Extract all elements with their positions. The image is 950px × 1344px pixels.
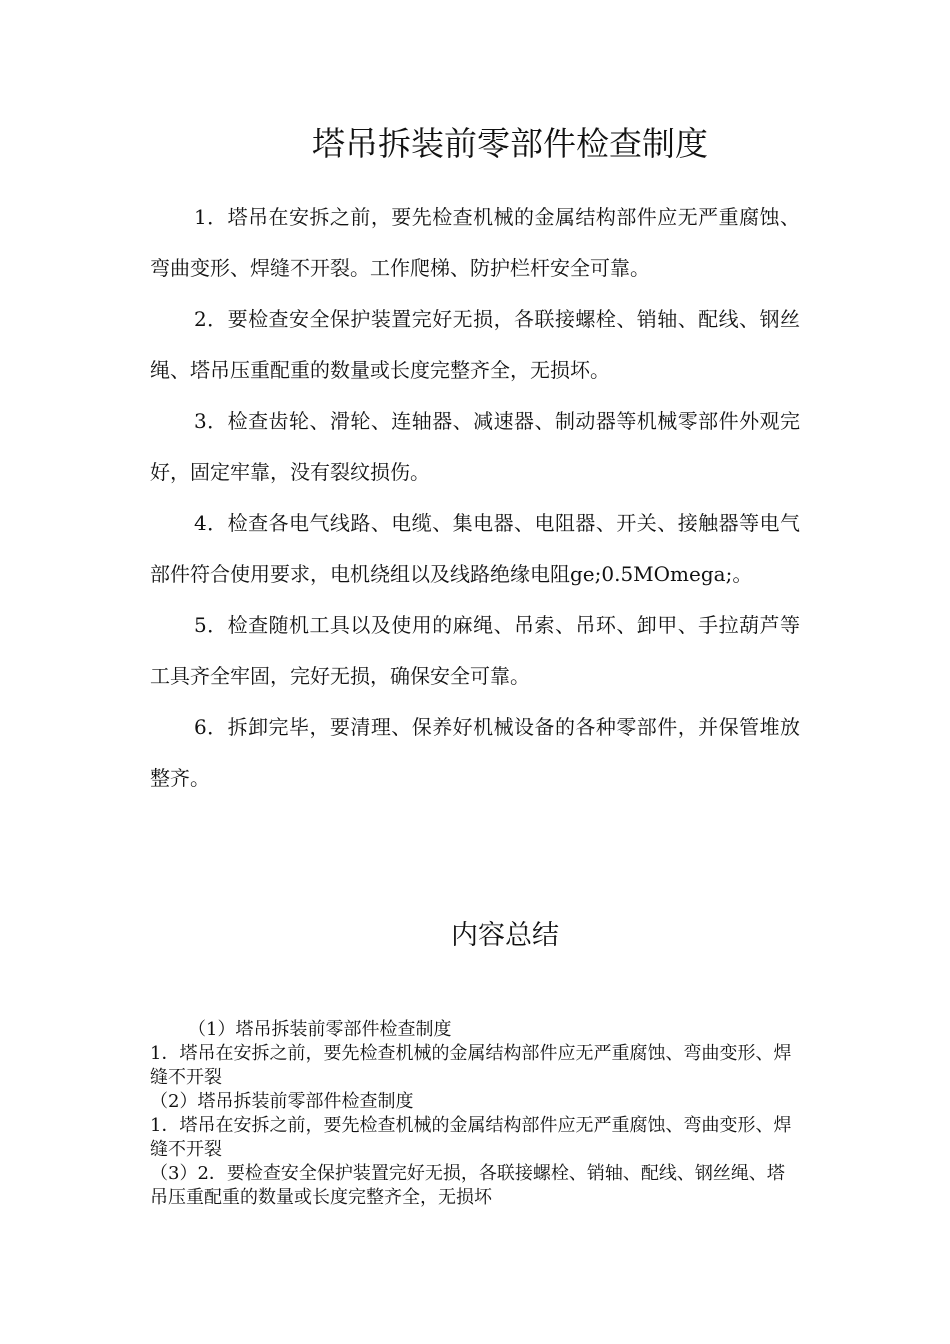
page-title: 塔吊拆装前零部件检查制度 xyxy=(312,124,708,163)
summary-line-1: （1）塔吊拆装前零部件检查制度 xyxy=(188,1019,452,1040)
document-body xyxy=(150,192,800,804)
paragraph-6: 6．拆卸完毕，要清理、保养好机械设备的各种零部件，并保管堆放整齐。 xyxy=(150,715,800,790)
summary-title: 内容总结 xyxy=(451,920,559,951)
summary-line-5: （3）2．要检查安全保护装置完好无损，各联接螺栓、销轴、配线、钢丝绳、塔吊压重配重的数量或长度完整齐全，无损坏 xyxy=(150,1163,785,1208)
summary-line-4: 1．塔吊在安拆之前，要先检查机械的金属结构部件应无严重腐蚀、弯曲变形、焊缝不开裂 xyxy=(150,1115,792,1160)
summary-line-3: （2）塔吊拆装前零部件检查制度 xyxy=(150,1091,414,1112)
summary-line-2: 1．塔吊在安拆之前，要先检查机械的金属结构部件应无严重腐蚀、弯曲变形、焊缝不开裂 xyxy=(150,1043,792,1088)
paragraph-5: 5．检查随机工具以及使用的麻绳、吊索、吊环、卸甲、手拉葫芦等工具齐全牢固，完好无损，确保安全可靠。 xyxy=(150,613,800,688)
paragraph-1: 1．塔吊在安拆之前，要先检查机械的金属结构部件应无严重腐蚀、弯曲变形、焊缝不开裂。工作爬梯、防护栏杆安全可靠。 xyxy=(150,205,800,280)
summary-list xyxy=(150,1018,800,1210)
paragraph-3: 3．检查齿轮、滑轮、连轴器、减速器、制动器等机械零部件外观完好，固定牢靠，没有裂纹损伤。 xyxy=(150,409,800,484)
paragraph-4: 4．检查各电气线路、电缆、集电器、电阻器、开关、接触器等电气部件符合使用要求，电机绕组以及线路绝缘电阻ge;0.5MOmega;。 xyxy=(150,511,800,586)
paragraph-2: 2．要检查安全保护装置完好无损，各联接螺栓、销轴、配线、钢丝绳、塔吊压重配重的数量或长度完整齐全，无损坏。 xyxy=(150,307,800,382)
